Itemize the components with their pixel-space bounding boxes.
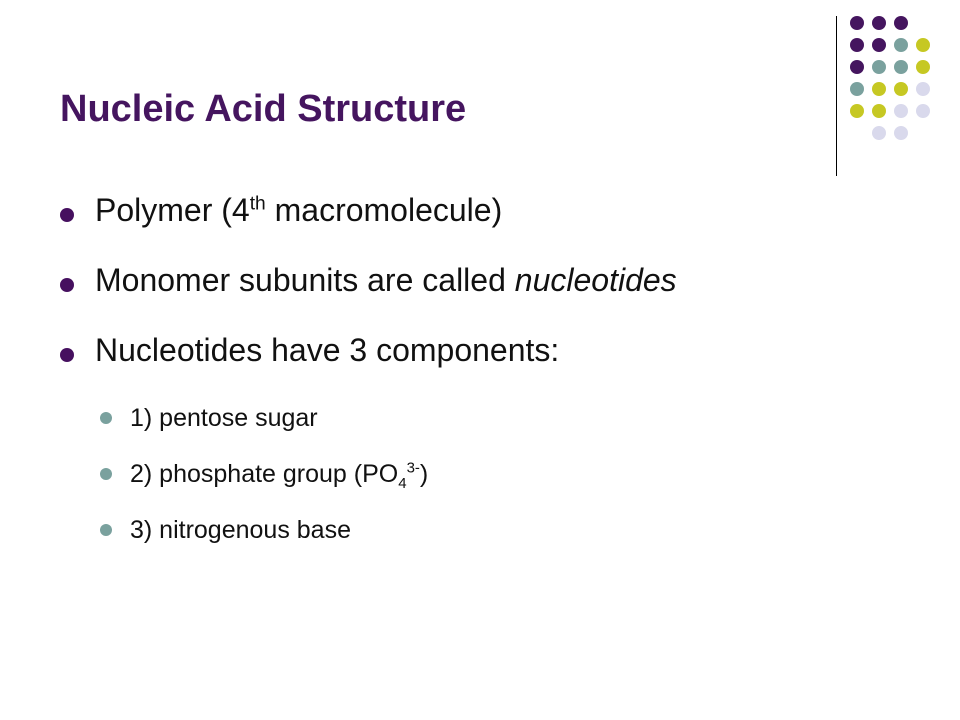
decorative-dot — [916, 104, 930, 118]
bullet-dot-icon — [60, 348, 74, 362]
bullet-item — [60, 260, 920, 330]
decorative-dot — [916, 38, 930, 52]
decorative-dot — [894, 16, 908, 30]
decorative-dot — [872, 16, 886, 30]
sub-bullet-dot-icon — [100, 524, 112, 536]
decorative-dot-grid — [840, 6, 960, 166]
decorative-dot — [916, 60, 930, 74]
decorative-dot — [894, 104, 908, 118]
bullet-item — [60, 330, 920, 400]
decorative-dot — [894, 82, 908, 96]
decorative-dot — [916, 82, 930, 96]
decorative-dot — [872, 38, 886, 52]
decorative-divider-line — [836, 16, 837, 176]
decorative-dot — [850, 38, 864, 52]
sub-bullet-text: 1) pentose sugar — [130, 404, 318, 432]
bullet-text: Polymer (4th macromolecule) — [95, 192, 503, 228]
sub-bullet-item — [60, 400, 920, 456]
sub-bullet-dot-icon — [100, 468, 112, 480]
sub-bullet-text: 3) nitrogenous base — [130, 516, 351, 544]
bullet-dot-icon — [60, 278, 74, 292]
sub-bullet-dot-icon — [100, 412, 112, 424]
decorative-dot — [894, 38, 908, 52]
bullet-text: Nucleotides have 3 components: — [95, 332, 560, 368]
bullet-item — [60, 190, 920, 260]
bullet-dot-icon — [60, 208, 74, 222]
sub-bullet-item — [60, 456, 920, 512]
slide-title: Nucleic Acid Structure — [60, 88, 467, 130]
decorative-dot — [872, 126, 886, 140]
sub-bullet-text: 2) phosphate group $(PO_4^{3-})$ — [130, 459, 429, 492]
decorative-dot — [850, 16, 864, 30]
decorative-dot — [894, 126, 908, 140]
decorative-dot — [850, 82, 864, 96]
decorative-dot — [872, 104, 886, 118]
decorative-dot — [850, 104, 864, 118]
decorative-dot — [872, 82, 886, 96]
bullet-text: Monomer subunits are called nucleotides — [95, 262, 677, 298]
sub-bullet-item — [60, 512, 920, 568]
decorative-dot — [894, 60, 908, 74]
bullet-list — [60, 190, 920, 568]
decorative-dot — [872, 60, 886, 74]
decorative-dot — [850, 60, 864, 74]
